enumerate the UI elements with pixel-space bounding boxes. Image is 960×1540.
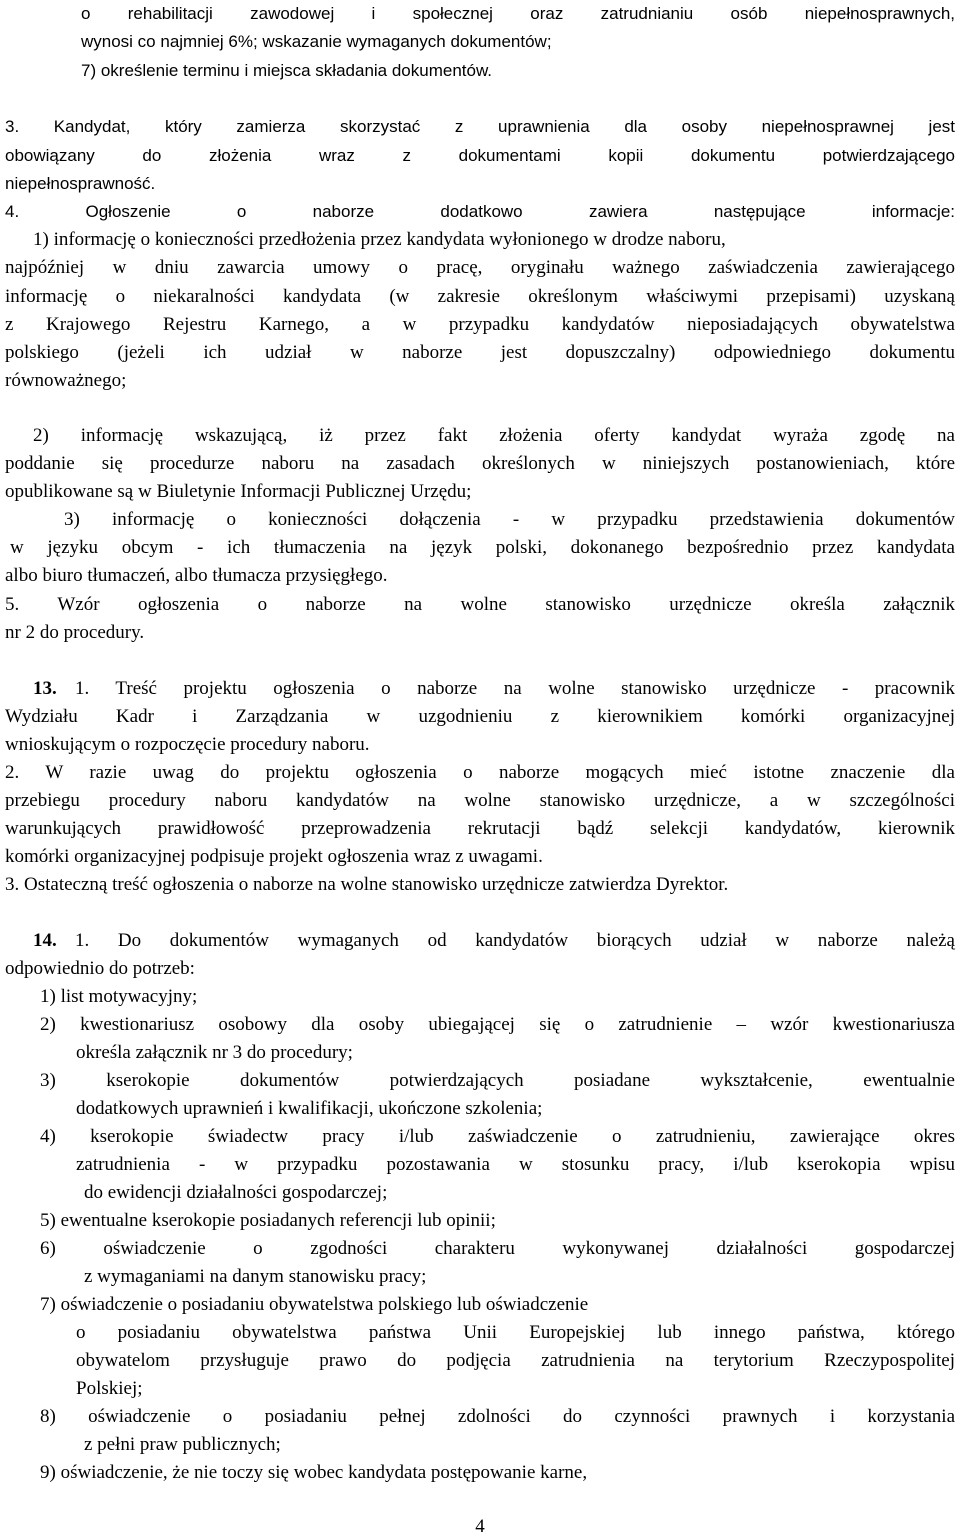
list-item-continuation: określa załącznik nr 3 do procedury; xyxy=(76,1042,353,1063)
text-line: wnioskującym o rozpoczęcie procedury naboru. xyxy=(5,734,370,755)
list-item: 3) kserokopie dokumentów potwierdzających posiadane wykształcenie, ewentualnie xyxy=(40,1070,955,1091)
section-13-number: 13. xyxy=(33,678,57,699)
list-item: 2) kwestionariusz osobowy dla osoby ubiegającej się o zatrudnienie – wzór kwestionariusza xyxy=(40,1014,955,1035)
text-line: 1) informację o konieczności przedłożenia przez kandydata wyłonionego w drodze naboru, xyxy=(33,229,726,250)
text-line: 7) określenie terminu i miejsca składania dokumentów. xyxy=(81,61,493,80)
list-item-continuation: o posiadaniu obywatelstwa państwa Unii Europejskiej lub innego państwa, którego xyxy=(76,1322,955,1343)
text-line: odpowiednio do potrzeb: xyxy=(5,958,195,979)
text-line: komórki organizacyjnej podpisuje projekt ogłoszenia wraz z uwagami. xyxy=(5,846,543,867)
text-line: z Krajowego Rejestru Karnego, a w przypadku kandydatów nieposiadających obywatelstwa xyxy=(5,314,955,335)
page-number: 4 xyxy=(475,1516,485,1537)
text-line: albo biuro tłumaczeń, albo tłumacza przysięgłego. xyxy=(5,565,388,586)
list-item-continuation: zatrudnienia - w przypadku pozostawania w stosunku pracy, i/lub kserokopia wpisu xyxy=(76,1154,955,1175)
text-line: 3) informację o konieczności dołączenia - w przypadku przedstawienia dokumentów xyxy=(64,509,955,530)
text-line: poddanie się procedurze naboru na zasadach określonych w niniejszych postanowieniach, które xyxy=(5,453,955,474)
list-item: 6) oświadczenie o zgodności charakteru wykonywanej działalności gospodarczej xyxy=(40,1238,955,1259)
text-line: informację o niekaralności kandydata (w zakresie określonym właściwymi przepisami) uzyskaną xyxy=(5,286,955,307)
list-item: 5) ewentualne kserokopie posiadanych referencji lub opinii; xyxy=(40,1210,496,1231)
text-line: 2) informację wskazującą, iż przez fakt złożenia oferty kandydat wyraża zgodę na xyxy=(33,425,955,446)
text-line: 1. Treść projektu ogłoszenia o naborze na wolne stanowisko urzędnicze - pracownik xyxy=(75,678,955,699)
list-item-continuation: Polskiej; xyxy=(76,1378,143,1399)
text-line: w języku obcym - ich tłumaczenia na język polski, dokonanego bezpośrednio przez kandydata xyxy=(10,537,955,558)
text-line: obowiązany do złożenia wraz z dokumentami kopii dokumentu potwierdzającego xyxy=(5,146,955,165)
text-line: 3. Ostateczną treść ogłoszenia o naborze na wolne stanowisko urzędnicze zatwierdza Dyrektor. xyxy=(5,874,729,895)
section-14-number: 14. xyxy=(33,930,57,951)
text-line: nr 2 do procedury. xyxy=(5,622,145,643)
list-item: 4) kserokopie świadectw pracy i/lub zaświadczenie o zatrudnieniu, zawierające okres xyxy=(40,1126,955,1147)
list-item-continuation: obywatelom przysługuje prawo do podjęcia zatrudnienia na terytorium Rzeczypospolitej xyxy=(76,1350,955,1371)
text-line: wynosi co najmniej 6%; wskazanie wymaganych dokumentów; xyxy=(81,32,552,51)
text-line: 5. Wzór ogłoszenia o naborze na wolne stanowisko urzędnicze określa załącznik xyxy=(5,594,955,615)
list-item: 8) oświadczenie o posiadaniu pełnej zdolności do czynności prawnych i korzystania xyxy=(40,1406,955,1427)
text-line: 2. W razie uwag do projektu ogłoszenia o naborze mogących mieć istotne znaczenie dla xyxy=(5,762,955,783)
text-line: o rehabilitacji zawodowej i społecznej oraz zatrudnianiu osób niepełnosprawnych, xyxy=(81,4,955,23)
text-line: najpóźniej w dniu zawarcia umowy o pracę, oryginału ważnego zaświadczenia zawierającego xyxy=(5,257,955,278)
text-line: warunkujących prawidłowość przeprowadzenia rekrutacji bądź selekcji kandydatów, kierownik xyxy=(5,818,955,839)
list-item-continuation: z wymaganiami na danym stanowisku pracy; xyxy=(84,1266,427,1287)
list-item-continuation: dodatkowych uprawnień i kwalifikacji, ukończone szkolenia; xyxy=(76,1098,543,1119)
list-item-continuation: z pełni praw publicznych; xyxy=(84,1434,281,1455)
text-line: 3. Kandydat, który zamierza skorzystać z uprawnienia dla osoby niepełnosprawnej jest xyxy=(5,117,955,136)
text-line: równoważnego; xyxy=(5,370,127,391)
list-item: 9) oświadczenie, że nie toczy się wobec kandydata postępowanie karne, xyxy=(40,1462,588,1483)
text-line: przebiegu procedury naboru kandydatów na wolne stanowisko urzędnicze, a w szczególności xyxy=(5,790,955,811)
text-line: Wydziału Kadr i Zarządzania w uzgodnieniu z kierownikiem komórki organizacyjnej xyxy=(5,706,955,727)
text-line: niepełnosprawność. xyxy=(5,174,156,193)
text-line: opublikowane są w Biuletynie Informacji Publicznej Urzędu; xyxy=(5,481,472,502)
text-line: 1. Do dokumentów wymaganych od kandydatów biorących udział w naborze należą xyxy=(75,930,955,951)
list-item-continuation: do ewidencji działalności gospodarczej; xyxy=(84,1182,388,1203)
list-item: 1) list motywacyjny; xyxy=(40,986,198,1007)
list-item: 7) oświadczenie o posiadaniu obywatelstwa polskiego lub oświadczenie xyxy=(40,1294,589,1315)
text-line: polskiego (jeżeli ich udział w naborze jest dopuszczalny) odpowiedniego dokumentu xyxy=(5,342,955,363)
text-line: 4. Ogłoszenie o naborze dodatkowo zawiera następujące informacje: xyxy=(5,202,955,221)
